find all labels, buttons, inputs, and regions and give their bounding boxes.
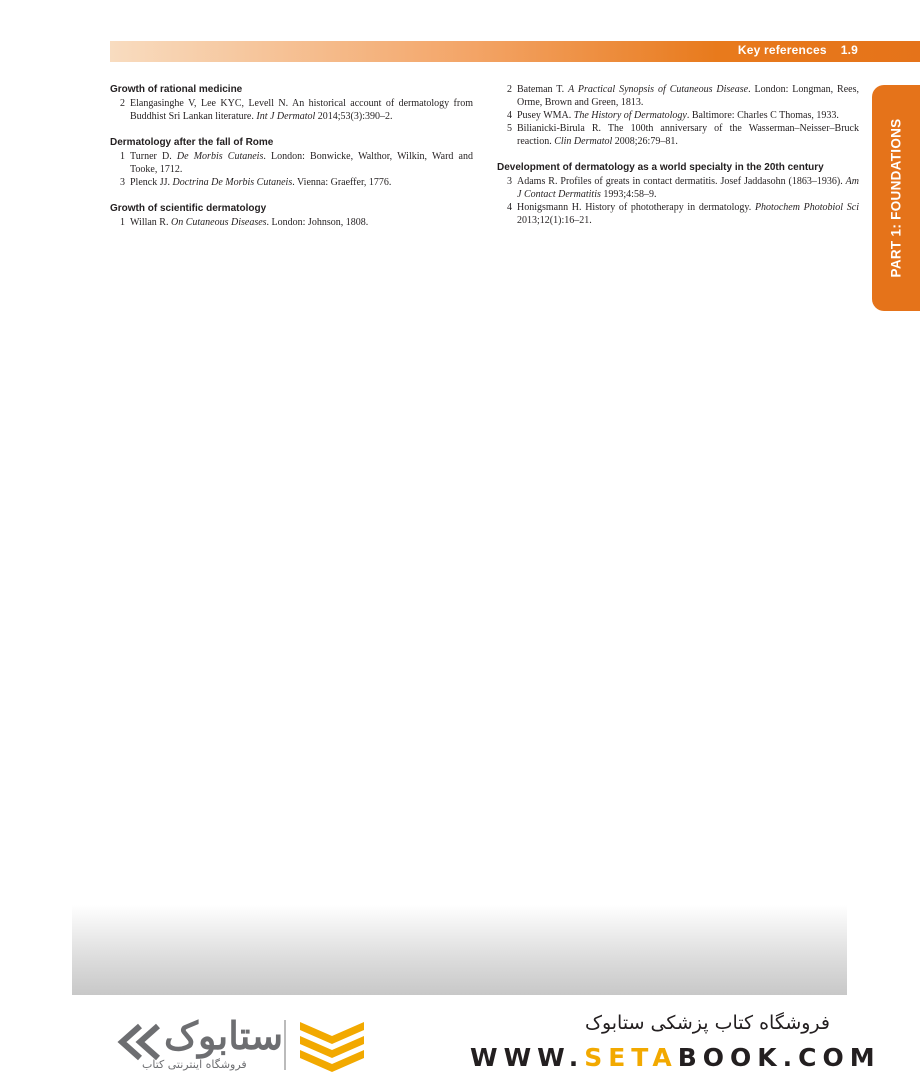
logo-divider <box>284 1020 286 1070</box>
left-reference-column <box>110 83 473 242</box>
journal-title: De Morbis Cutaneis <box>176 151 264 162</box>
page-number: 1.9 <box>840 43 858 57</box>
reference-text <box>125 150 473 176</box>
part-tab <box>872 85 920 311</box>
reference-item <box>110 97 473 123</box>
journal-title: A Practical Synopsis of Cutaneous Disease <box>568 84 749 95</box>
citation-text: Turner D. <box>130 151 177 162</box>
citation-text: . London: Johnson, 1808. <box>266 217 369 228</box>
reference-number: 1 <box>120 217 125 228</box>
reference-item <box>497 122 859 148</box>
reference-text <box>125 97 473 123</box>
reference-section <box>110 136 473 189</box>
citation-text: Adams R. Profiles of greats in contact dermatitis. Josef Jaddasohn (1863–1936). <box>517 176 846 187</box>
part-tab-label: PART 1: FOUNDATIONS <box>888 118 904 278</box>
store-url[interactable] <box>470 1043 881 1072</box>
logo-wordmark: ستابوک <box>164 1016 284 1058</box>
setabook-logo <box>112 1010 372 1076</box>
citation-text: Pusey WMA. <box>517 110 574 121</box>
right-reference-column <box>497 83 859 240</box>
reference-text <box>512 201 859 227</box>
double-chevron-icon <box>112 1022 172 1062</box>
citation-text: . London: Bonwicke, Walthor, Wilkin, Ward and Tooke, 1712. <box>130 151 473 175</box>
section-heading: Growth of scientific dermatology <box>110 203 267 214</box>
reference-item <box>497 109 859 122</box>
header-title: Key references <box>737 43 827 57</box>
citation-text: Elangasinghe V, Lee KYC, Levell N. An historical account of dermatology from Buddhist Sri Lankan literature. <box>130 98 473 122</box>
reference-number: 1 <box>120 151 125 162</box>
section-heading: Growth of rational medicine <box>110 84 243 95</box>
store-name: فروشگاه کتاب پزشکی ستابوک <box>584 1012 830 1034</box>
journal-title: Int J Dermatol <box>256 111 316 122</box>
logo-subtitle: فروشگاه اینترنتی کتاب <box>142 1058 247 1071</box>
url-accent: SETA <box>584 1043 678 1072</box>
journal-title: Am J Contact Dermatitis <box>517 176 859 200</box>
reference-section <box>497 83 859 148</box>
reference-number: 3 <box>120 177 125 188</box>
reference-text <box>512 122 859 148</box>
citation-text: Honigsmann H. History of phototherapy in dermatology. <box>517 202 755 213</box>
reference-number: 3 <box>507 176 512 187</box>
journal-title: The History of Dermatology <box>573 110 687 121</box>
reference-item <box>110 216 473 229</box>
url-prefix: WWW. <box>470 1043 585 1072</box>
section-heading: Development of dermatology as a world specialty in the 20th century <box>497 162 824 173</box>
reference-number: 2 <box>120 98 125 109</box>
citation-text: 2013;12(1):16–21. <box>517 215 592 226</box>
citation-text: . Baltimore: Charles C Thomas, 1933. <box>686 110 839 121</box>
citation-text: . London: Longman, Rees, Orme, Brown and Green, 1813. <box>517 84 859 108</box>
reference-text <box>512 109 859 122</box>
reference-section <box>110 202 473 229</box>
journal-title: Doctrina De Morbis Cutaneis <box>172 177 293 188</box>
reference-text <box>125 176 473 189</box>
reference-number: 4 <box>507 110 512 121</box>
reference-item <box>497 201 859 227</box>
scan-shadow <box>72 905 847 995</box>
citation-text: 1993;4:58–9. <box>600 189 657 200</box>
journal-title: Photochem Photobiol Sci <box>754 202 859 213</box>
reference-item <box>110 150 473 176</box>
reference-text <box>125 216 473 229</box>
reference-item <box>497 175 859 201</box>
reference-text <box>512 83 859 109</box>
reference-item <box>110 176 473 189</box>
journal-title: Clin Dermatol <box>554 136 613 147</box>
journal-title: On Cutaneous Diseases <box>170 217 267 228</box>
citation-text: . Vienna: Graeffer, 1776. <box>292 177 392 188</box>
reference-number: 4 <box>507 202 512 213</box>
reference-item <box>497 83 859 109</box>
section-heading: Dermatology after the fall of Rome <box>110 137 274 148</box>
citation-text: Bilianicki-Birula R. The 100th anniversary of the Wasserman–Neisser–Bruck reaction. <box>517 123 859 147</box>
reference-number: 2 <box>507 84 512 95</box>
citation-text: 2014;53(3):390–2. <box>315 111 393 122</box>
running-header <box>738 43 858 57</box>
citation-text: Willan R. <box>130 217 171 228</box>
citation-text: Plenck JJ. <box>130 177 173 188</box>
reference-number: 5 <box>507 123 512 134</box>
citation-text: Bateman T. <box>517 84 569 95</box>
book-stack-icon <box>292 1014 372 1076</box>
reference-section <box>110 83 473 123</box>
reference-section <box>497 161 859 227</box>
reference-text <box>512 175 859 201</box>
citation-text: 2008;26:79–81. <box>612 136 678 147</box>
url-suffix: BOOK.COM <box>677 1043 881 1072</box>
